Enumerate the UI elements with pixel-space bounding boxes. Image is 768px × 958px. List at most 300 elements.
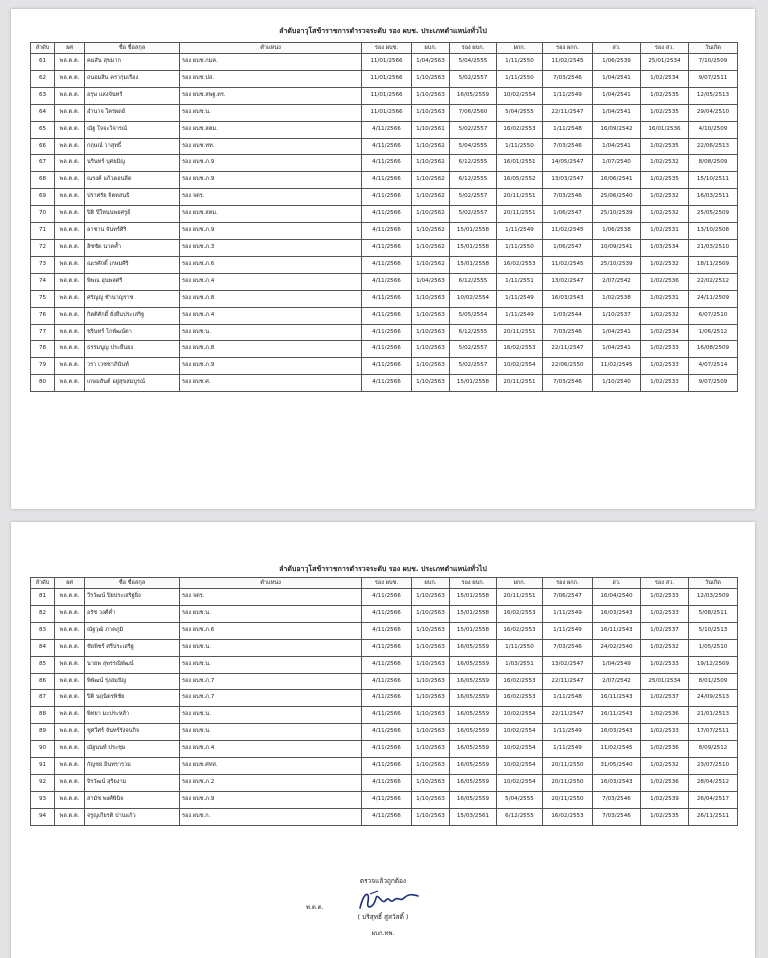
table-cell: ปิติ ปีใหนนพยศรูย์ (85, 206, 180, 223)
table-cell: พล.ต.ต. (55, 54, 85, 71)
table-cell: 1/11/2549 (497, 223, 543, 240)
table-cell: 16/02/2553 (497, 341, 543, 358)
table-cell: 26/11/2511 (689, 808, 738, 825)
table-cell: รอง ผบช.ภ.6 (180, 256, 362, 273)
table-cell: 1/10/2563 (412, 87, 450, 104)
table-cell: 1/11/2550 (497, 70, 543, 87)
table-cell: 13/02/2547 (543, 273, 593, 290)
table-cell: 4/11/2566 (362, 138, 412, 155)
table-cell: 5/02/2557 (450, 70, 497, 87)
table-cell: 20/11/2550 (543, 758, 593, 775)
table-cell: 88 (31, 707, 55, 724)
table-cell: 8/09/2512 (689, 741, 738, 758)
table-cell: 4/11/2566 (362, 189, 412, 206)
table-cell: 15/01/2558 (450, 589, 497, 606)
header-cell: รอง สว. (641, 43, 689, 54)
table-cell: 93 (31, 791, 55, 808)
table-cell: 77 (31, 324, 55, 341)
table-cell: 16/06/2541 (593, 172, 641, 189)
table-cell: 89 (31, 724, 55, 741)
table-cell: 6/12/2555 (497, 808, 543, 825)
table-cell: 9/07/2509 (689, 375, 738, 392)
table-cell: 16/02/2553 (497, 605, 543, 622)
table-cell: พล.ต.ต. (55, 656, 85, 673)
table-cell: 79 (31, 358, 55, 375)
seniority-table (30, 577, 738, 826)
table-cell: 1/11/2551 (497, 273, 543, 290)
table-cell: จิรวัฒน์ สุริยงาม (85, 774, 180, 791)
table-cell: 1/02/2531 (641, 290, 689, 307)
table-cell: รอง ผบช.ก. (180, 808, 362, 825)
table-cell: 16/05/2559 (450, 690, 497, 707)
table-cell: 4/11/2566 (362, 622, 412, 639)
table-cell: 5/08/2511 (689, 605, 738, 622)
table-cell: รอง ผบช.ทท. (180, 138, 362, 155)
table-cell: 1/10/2563 (412, 791, 450, 808)
table-cell: 6/12/2555 (450, 324, 497, 341)
table-cell: 1/10/2563 (412, 324, 450, 341)
table-cell: รอง ผบช.ภ.8 (180, 341, 362, 358)
header-cell: สว. (593, 578, 641, 589)
table-cell: 10/02/2554 (497, 87, 543, 104)
table-cell: 2/07/2542 (593, 273, 641, 290)
table-cell: 5/10/2513 (689, 622, 738, 639)
table-row (31, 206, 738, 223)
table-cell: 16/08/2509 (689, 341, 738, 358)
table-cell: 4/11/2566 (362, 375, 412, 392)
table-cell: 1/02/2535 (641, 104, 689, 121)
table-cell: 63 (31, 87, 55, 104)
table-cell: พล.ต.ต. (55, 673, 85, 690)
table-row (31, 341, 738, 358)
table-cell: 1/11/2549 (543, 741, 593, 758)
table-cell: 67 (31, 155, 55, 172)
table-row (31, 290, 738, 307)
table-cell: 4/11/2566 (362, 206, 412, 223)
table-cell: 1/10/2562 (412, 223, 450, 240)
table-cell: รอง ผบช.ภ.9 (180, 223, 362, 240)
table-cell: 1/02/2537 (641, 690, 689, 707)
seniority-table (30, 42, 738, 392)
table-cell: พล.ต.ต. (55, 707, 85, 724)
table-cell: 1/10/2540 (593, 375, 641, 392)
table-cell: 22/06/2550 (543, 358, 593, 375)
header-cell: รอง ผกก. (543, 578, 593, 589)
header-cell: รอง ผบช. (362, 578, 412, 589)
table-cell: 82 (31, 605, 55, 622)
table-cell: 16/03/2543 (593, 724, 641, 741)
table-cell: 21/01/2513 (689, 707, 738, 724)
table-cell: 1/02/2533 (641, 341, 689, 358)
table-cell: 5/02/2557 (450, 121, 497, 138)
table-cell: รอง ผบช.ศทส. (180, 758, 362, 775)
table-cell: 18/11/2509 (689, 256, 738, 273)
table-cell: 16/11/2543 (593, 622, 641, 639)
table-cell: 22/06/2513 (689, 138, 738, 155)
table-cell: รอง ผบช.น. (180, 707, 362, 724)
table-cell: 1/06/2547 (543, 206, 593, 223)
table-cell: พิพณ อุ่นพลศรี (85, 273, 180, 290)
table-row (31, 758, 738, 775)
table-cell: ชูศวีศร์ จันทร์รังจนกิจ (85, 724, 180, 741)
header-cell: รอง ผบช. (362, 43, 412, 54)
header-cell: รอง ผกก. (543, 43, 593, 54)
table-cell: 11/02/2545 (593, 358, 641, 375)
table-cell: 1/02/2532 (641, 189, 689, 206)
table-cell: ณัฐนนท์ ประชุม (85, 741, 180, 758)
table-cell: 10/02/2554 (497, 774, 543, 791)
table-cell: รอง ผบช.ภ.2 (180, 774, 362, 791)
table-cell: 1/02/2532 (641, 307, 689, 324)
table-cell: 7/10/2509 (689, 54, 738, 71)
table-cell: 7/03/2546 (543, 639, 593, 656)
table-cell: 1/11/2549 (543, 87, 593, 104)
table-cell: 12/05/2513 (689, 87, 738, 104)
table-cell: รอง ผบช.สตม. (180, 206, 362, 223)
table-cell: 16/05/2559 (450, 774, 497, 791)
table-cell: 81 (31, 589, 55, 606)
table-cell: พล.ต.ต. (55, 290, 85, 307)
table-cell: 75 (31, 290, 55, 307)
table-cell: รอง ผบช.ภ.8 (180, 290, 362, 307)
table-cell: 22/11/2547 (543, 341, 593, 358)
table-cell: 1/10/2563 (412, 673, 450, 690)
table-cell: 1/10/2563 (412, 70, 450, 87)
table-cell: 7/03/2546 (593, 791, 641, 808)
table-cell: ณัฐวุฒิ ภาคภูมิ (85, 622, 180, 639)
table-cell: 61 (31, 54, 55, 71)
table-cell: พล.ต.ต. (55, 622, 85, 639)
table-cell: 1/02/2537 (641, 622, 689, 639)
table-cell: 1/02/2532 (641, 155, 689, 172)
table-cell: 16/02/2553 (497, 622, 543, 639)
table-cell: กัญชย อินทรารวม (85, 758, 180, 775)
table-cell: 1/03/2551 (497, 656, 543, 673)
table-cell: 74 (31, 273, 55, 290)
table-cell: 16/02/2553 (497, 673, 543, 690)
table-cell: 14/05/2547 (543, 155, 593, 172)
header-cell: รอง สว. (641, 578, 689, 589)
table-cell: รอง ผบช.น. (180, 324, 362, 341)
table-cell: 6/07/2510 (689, 307, 738, 324)
table-row (31, 707, 738, 724)
table-header-row (31, 578, 738, 589)
table-cell: 25/01/2534 (641, 673, 689, 690)
table-cell: 1/11/2550 (497, 54, 543, 71)
table-cell: พล.ต.ต. (55, 172, 85, 189)
table-cell: 1/02/2536 (641, 707, 689, 724)
table-cell: 1/11/2550 (497, 639, 543, 656)
table-cell: 10/02/2554 (497, 707, 543, 724)
table-cell: เกษมสันต์ อยู่สุขสมบูรณ์ (85, 375, 180, 392)
table-cell: 16/05/2559 (450, 741, 497, 758)
table-cell: 16/01/2551 (497, 155, 543, 172)
table-cell: 2/07/2542 (593, 673, 641, 690)
table-cell: พล.ต.ต. (55, 589, 85, 606)
table-cell: 6/12/2555 (450, 155, 497, 172)
table-cell: 9/07/2511 (689, 70, 738, 87)
table-row (31, 724, 738, 741)
table-cell: 1/10/2562 (412, 256, 450, 273)
table-cell: พล.ต.ต. (55, 358, 85, 375)
table-cell: 91 (31, 758, 55, 775)
table-cell: 4/11/2566 (362, 639, 412, 656)
table-cell: 1/02/2535 (641, 87, 689, 104)
table-cell: 19/12/2509 (689, 656, 738, 673)
table-cell: 1/04/2549 (593, 656, 641, 673)
table-cell: 7/03/2546 (593, 808, 641, 825)
table-cell: 4/11/2566 (362, 223, 412, 240)
table-cell: พล.ต.ต. (55, 791, 85, 808)
table-cell: 16/05/2559 (450, 758, 497, 775)
header-cell: ผบก. (412, 43, 450, 54)
table-cell: 8/01/2509 (689, 673, 738, 690)
table-cell: 1/11/2549 (543, 605, 593, 622)
table-cell: นรินทร์ บุศยมิญ (85, 155, 180, 172)
table-cell: 20/11/2550 (543, 774, 593, 791)
table-cell: ศรัญญู ชำนาญราช (85, 290, 180, 307)
table-cell: 1/11/2549 (497, 307, 543, 324)
table-cell: 4/11/2566 (362, 673, 412, 690)
table-cell: 4/11/2566 (362, 724, 412, 741)
table-cell: 13/10/2508 (689, 223, 738, 240)
table-cell: 16/02/2553 (543, 808, 593, 825)
table-cell: 25/05/2509 (689, 206, 738, 223)
table-cell: 1/10/2563 (412, 707, 450, 724)
table-cell: 16/05/2559 (450, 639, 497, 656)
table-cell: รอง ผบช.ภ.4 (180, 741, 362, 758)
header-cell: ลำดับ (31, 43, 55, 54)
document-page-2 (11, 522, 755, 958)
table-cell: 1/10/2563 (412, 589, 450, 606)
table-cell: 1/11/2549 (543, 724, 593, 741)
table-cell: รอง ผบช.ศ. (180, 375, 362, 392)
table-cell: พล.ต.ต. (55, 724, 85, 741)
table-cell: อรุษ แสงจันทร์ (85, 87, 180, 104)
table-cell: พิทยา มะประหล้า (85, 707, 180, 724)
document-page-1 (11, 9, 755, 509)
table-cell: 5/04/2555 (450, 54, 497, 71)
table-cell: พล.ต.ต. (55, 605, 85, 622)
table-cell: 26/04/2517 (689, 791, 738, 808)
table-cell: 84 (31, 639, 55, 656)
table-cell: 15/01/2558 (450, 605, 497, 622)
table-cell: 4/11/2566 (362, 341, 412, 358)
table-cell: นายพ สุพรรณิพัฒน์ (85, 656, 180, 673)
table-cell: 20/11/2551 (497, 589, 543, 606)
table-row (31, 70, 738, 87)
table-cell: 1/02/2531 (641, 223, 689, 240)
table-cell: 20/11/2551 (497, 189, 543, 206)
table-cell: 86 (31, 673, 55, 690)
table-cell: 25/10/2539 (593, 206, 641, 223)
table-cell: 16/05/2559 (450, 87, 497, 104)
table-cell: 7/03/2546 (543, 189, 593, 206)
header-cell: ตำแหน่ง (180, 43, 362, 54)
table-cell: 1/04/2541 (593, 324, 641, 341)
table-cell: รอง ผบช.ปส. (180, 70, 362, 87)
table-cell: รอง ผบช.ภ.9 (180, 791, 362, 808)
table-cell: 7/03/2546 (543, 324, 593, 341)
table-cell: 1/02/2538 (593, 290, 641, 307)
signatory-office: ผบก.ทพ. (371, 930, 395, 937)
table-cell: 1/10/2563 (412, 690, 450, 707)
table-cell: 4/11/2566 (362, 707, 412, 724)
table-cell: 1/11/2550 (497, 239, 543, 256)
table-cell: 16/03/2511 (689, 189, 738, 206)
table-cell: 4/11/2566 (362, 172, 412, 189)
table-cell: 90 (31, 741, 55, 758)
table-cell: 1/10/2563 (412, 656, 450, 673)
table-cell: 1/10/2562 (412, 206, 450, 223)
table-cell: 66 (31, 138, 55, 155)
table-cell: รอง ผบช.ภ.9 (180, 172, 362, 189)
table-cell: พิพัฒน์ รุ่งสมปัญ (85, 673, 180, 690)
table-cell: 10/02/2554 (497, 741, 543, 758)
table-cell: 16/02/2553 (497, 256, 543, 273)
table-cell: 5/04/2555 (497, 104, 543, 121)
table-cell: 1/11/2548 (543, 690, 593, 707)
table-cell: 4/11/2566 (362, 256, 412, 273)
table-cell: ชัยพิชร์ ศรีประเสริฐ (85, 639, 180, 656)
table-cell: 1/10/2563 (412, 358, 450, 375)
handwritten-signature (356, 888, 426, 914)
table-cell: 1/06/2512 (689, 324, 738, 341)
table-cell: 1/02/2536 (641, 741, 689, 758)
table-cell: พล.ต.ต. (55, 324, 85, 341)
table-cell: 4/11/2566 (362, 290, 412, 307)
table-cell: 22/11/2547 (543, 104, 593, 121)
table-cell: พล.ต.ต. (55, 70, 85, 87)
table-cell: 1/04/2541 (593, 341, 641, 358)
table-cell: รอง ผบช.น. (180, 104, 362, 121)
table-row (31, 273, 738, 290)
table-cell: 1/10/2562 (412, 239, 450, 256)
table-cell: 4/11/2566 (362, 324, 412, 341)
table-cell: 23/07/2510 (689, 758, 738, 775)
table-cell: 7/06/2547 (543, 589, 593, 606)
table-cell: 15/01/2558 (450, 375, 497, 392)
table-cell: พล.ต.ต. (55, 741, 85, 758)
table-cell: 1/02/2535 (641, 172, 689, 189)
table-cell: ณเรศักดิ์ เกษมศิริ (85, 256, 180, 273)
table-row (31, 121, 738, 138)
table-row (31, 673, 738, 690)
table-cell: รอง ผบช.สพฐ.ตร. (180, 87, 362, 104)
table-cell: ณรงค์ แก้วดอนลีด (85, 172, 180, 189)
table-cell: พล.ต.ต. (55, 189, 85, 206)
table-cell: 1/07/2540 (593, 155, 641, 172)
table-cell: พล.ต.ต. (55, 758, 85, 775)
table-row (31, 155, 738, 172)
table-row (31, 690, 738, 707)
table-cell: 16/03/2543 (543, 290, 593, 307)
table-cell: วรา เวชชาภินันท์ (85, 358, 180, 375)
table-row (31, 87, 738, 104)
table-cell: 1/06/2547 (543, 239, 593, 256)
table-cell: 7/03/2546 (543, 375, 593, 392)
table-cell: 1/10/2563 (412, 622, 450, 639)
table-cell: 1/02/2532 (641, 758, 689, 775)
table-cell: 15/01/2558 (450, 239, 497, 256)
table-cell: 4/11/2566 (362, 121, 412, 138)
table-cell: รอง ผบช.ภ.9 (180, 358, 362, 375)
table-cell: 4/11/2566 (362, 656, 412, 673)
table-cell: คมสัน สุขมาก (85, 54, 180, 71)
header-cell: วันเกิด (689, 578, 738, 589)
table-cell: 1/02/2539 (641, 791, 689, 808)
table-cell: 20/11/2551 (497, 206, 543, 223)
table-cell: 1/10/2563 (412, 375, 450, 392)
header-cell: ผกก. (497, 578, 543, 589)
table-cell: 1/03/2534 (641, 239, 689, 256)
table-cell: 1/02/2532 (641, 639, 689, 656)
table-cell: 16/05/2552 (497, 172, 543, 189)
table-cell: 1/10/2563 (412, 774, 450, 791)
table-cell: 64 (31, 104, 55, 121)
table-cell: 22/11/2547 (543, 707, 593, 724)
table-cell: รอง ผบช.น. (180, 605, 362, 622)
table-cell: 16/01/2536 (641, 121, 689, 138)
table-cell: รอง ผบช.ภ.7 (180, 690, 362, 707)
table-row (31, 138, 738, 155)
table-cell: 65 (31, 121, 55, 138)
header-cell: ผบก. (412, 578, 450, 589)
table-cell: พล.ต.ต. (55, 341, 85, 358)
table-row (31, 375, 738, 392)
table-cell: รอง ผบช.น. (180, 656, 362, 673)
header-cell: รอง ผบก. (450, 578, 497, 589)
table-row (31, 104, 738, 121)
table-cell: 76 (31, 307, 55, 324)
table-cell: 15/01/2558 (450, 622, 497, 639)
table-cell: 12/03/2509 (689, 589, 738, 606)
table-cell: 1/11/2550 (497, 138, 543, 155)
table-cell: รอง จตร. (180, 189, 362, 206)
table-cell: รอง ผบช.ภ.7 (180, 673, 362, 690)
header-cell: ยศ (55, 43, 85, 54)
table-cell: 1/02/2534 (641, 324, 689, 341)
table-cell: 4/11/2566 (362, 741, 412, 758)
table-cell: 1/02/2536 (641, 273, 689, 290)
table-cell: 1/11/2548 (543, 121, 593, 138)
header-cell: ลำดับ (31, 578, 55, 589)
table-cell: 7/03/2546 (543, 138, 593, 155)
table-cell: 6/12/2555 (450, 273, 497, 290)
table-cell: 85 (31, 656, 55, 673)
table-cell: 4/11/2566 (362, 774, 412, 791)
table-cell: กิตติศักดิ์ ยั่งยืนประเสริฐ (85, 307, 180, 324)
table-cell: 71 (31, 223, 55, 240)
table-row (31, 189, 738, 206)
table-cell: 25/01/2534 (641, 54, 689, 71)
table-cell: 5/05/2554 (450, 307, 497, 324)
page-title: ลำดับอาวุโสข้าราชการตำรวจระดับ รอง ผบช. ประเภทตำแหน่งทั่วไป (279, 27, 487, 35)
table-row (31, 589, 738, 606)
table-row (31, 639, 738, 656)
table-cell: 4/11/2566 (362, 690, 412, 707)
table-cell: 1/02/2534 (641, 70, 689, 87)
table-cell: 15/01/2558 (450, 223, 497, 240)
table-cell: 4/10/2509 (689, 121, 738, 138)
table-row (31, 774, 738, 791)
table-cell: 20/11/2550 (543, 791, 593, 808)
table-cell: 5/02/2557 (450, 341, 497, 358)
table-row (31, 239, 738, 256)
table-cell: รอง ผบช.ภ.9 (180, 155, 362, 172)
table-cell: พล.ต.ต. (55, 307, 85, 324)
table-cell: วีรวัฒน์ ปิยประเสริฐยิ่ง (85, 589, 180, 606)
